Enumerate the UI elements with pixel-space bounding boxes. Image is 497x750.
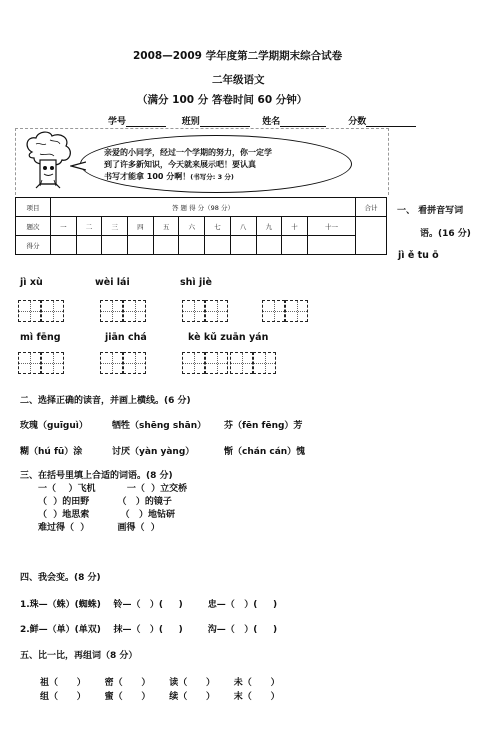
name-label: 姓名 — [262, 117, 281, 127]
q2-title: 二、选择正确的读音，并画上横线。(6 分) — [20, 396, 191, 406]
writing-grid[interactable] — [230, 352, 278, 374]
student-info-row — [108, 114, 416, 127]
q1-pinyin: jiān chá — [105, 332, 147, 343]
id-field[interactable] — [126, 116, 166, 127]
total-cell[interactable] — [356, 217, 387, 255]
q2-item: 讨厌（yàn yàng） — [112, 447, 195, 457]
bubble-line-3: 书写才能拿 100 分啊！(书写分: 3 分) — [104, 172, 234, 181]
question-number: 二 — [76, 217, 102, 236]
points-cell[interactable] — [76, 236, 102, 255]
q2-item: 糊（hú fū）涂 — [20, 447, 83, 457]
score-label: 分数 — [348, 117, 367, 127]
points-cell[interactable] — [51, 236, 77, 255]
points-cell[interactable] — [205, 236, 231, 255]
points-cell[interactable] — [102, 236, 128, 255]
question-number: 十一 — [307, 217, 355, 236]
points-cell[interactable] — [256, 236, 282, 255]
question-number: 三 — [102, 217, 128, 236]
question-number: 九 — [256, 217, 282, 236]
name-field[interactable] — [280, 116, 326, 127]
points-cell[interactable] — [179, 236, 205, 255]
q5-line-2: 组（ ） 蜜（ ） 续（ ） 末（ ） — [40, 692, 280, 702]
q1-title-cont: 语。(16 分) — [420, 229, 471, 239]
question-number: 四 — [128, 217, 154, 236]
points-cell[interactable] — [307, 236, 355, 255]
total-header: 合计 — [356, 198, 387, 217]
writing-grid[interactable] — [100, 300, 148, 322]
bubble-tail — [70, 160, 86, 172]
q2-item: 牺牲（shēng shān） — [112, 421, 207, 431]
q3-line: （ ）地思索 （ ）地钻研 — [38, 510, 176, 520]
item-header: 项目 — [16, 198, 51, 217]
question-number: 七 — [205, 217, 231, 236]
class-field[interactable] — [200, 116, 250, 127]
writing-grid[interactable] — [100, 352, 148, 374]
points-cell[interactable] — [282, 236, 308, 255]
id-label: 学号 — [108, 117, 127, 127]
q3-line: （ ）的田野 （ ）的镜子 — [38, 497, 172, 507]
question-number: 八 — [230, 217, 256, 236]
q1-pinyin: jì xù — [20, 277, 43, 288]
points-row-label: 得分 — [16, 236, 51, 255]
score-table — [15, 197, 387, 255]
q5-title: 五、比一比，再组词（8 分） — [20, 651, 138, 661]
writing-grid[interactable] — [182, 300, 230, 322]
q2-item: 芬（fēn fēng）芳 — [224, 421, 303, 431]
question-number: 一 — [51, 217, 77, 236]
q3-title: 三、在括号里填上合适的词语。(8 分) — [20, 471, 173, 481]
scoring-info: （满分 100 分 答卷时间 60 分钟） — [137, 94, 308, 106]
tree-mascot-icon — [22, 130, 74, 192]
q2-item: 玫瑰（guīguì） — [20, 421, 88, 431]
q2-item: 惭（chán cán）愧 — [224, 447, 306, 457]
score-field[interactable] — [366, 116, 416, 127]
points-cell[interactable] — [230, 236, 256, 255]
q4-line-1: 1.珠—（蛛）(蜘蛛) 铃—（ ）( ) 忠—（ ）( ) — [20, 600, 278, 610]
question-number: 十 — [282, 217, 308, 236]
writing-grid[interactable] — [262, 300, 310, 322]
question-number: 五 — [153, 217, 179, 236]
q1-pinyin: kè kǔ zuān yán — [188, 332, 269, 343]
q1-title: 一、 看拼音写词 — [397, 206, 464, 216]
writing-grid[interactable] — [18, 300, 66, 322]
q3-line: 一（ ）飞机 一（ ）立交桥 — [38, 484, 188, 494]
q1-pinyin: wèi lái — [95, 277, 130, 288]
handwriting-note: (书写分: 3 分) — [190, 173, 234, 181]
q5-line-1: 祖（ ） 密（ ） 读（ ） 未（ ） — [40, 678, 280, 688]
q4-line-2: 2.鲜—（单）(单双) 抹—（ ）( ) 沟—（ ）( ) — [20, 625, 278, 635]
grade-title: 二年级语文 — [212, 74, 265, 86]
writing-grid[interactable] — [182, 352, 230, 374]
q1-pinyin: shì jiè — [180, 277, 212, 288]
score-header: 答 题 得 分（98 分） — [51, 198, 356, 217]
q1-pinyin-hint: jì ě tu ō — [398, 250, 439, 261]
question-number: 六 — [179, 217, 205, 236]
question-row-label: 题次 — [16, 217, 51, 236]
q4-title: 四、我会变。(8 分) — [20, 573, 101, 583]
bubble-line-1: 亲爱的小同学，经过一个学期的努力，你一定学 — [104, 148, 272, 157]
q3-line: 难过得（ ） 画得（ ） — [38, 523, 160, 533]
class-label: 班别 — [181, 117, 200, 127]
writing-grid[interactable] — [18, 352, 66, 374]
points-cell[interactable] — [128, 236, 154, 255]
bubble-line-2: 到了许多新知识，今天就来展示吧！要认真 — [104, 160, 256, 169]
points-cell[interactable] — [153, 236, 179, 255]
exam-title: 2008—2009 学年度第二学期期末综合试卷 — [133, 50, 343, 62]
q1-pinyin: mì fēng — [20, 332, 61, 343]
